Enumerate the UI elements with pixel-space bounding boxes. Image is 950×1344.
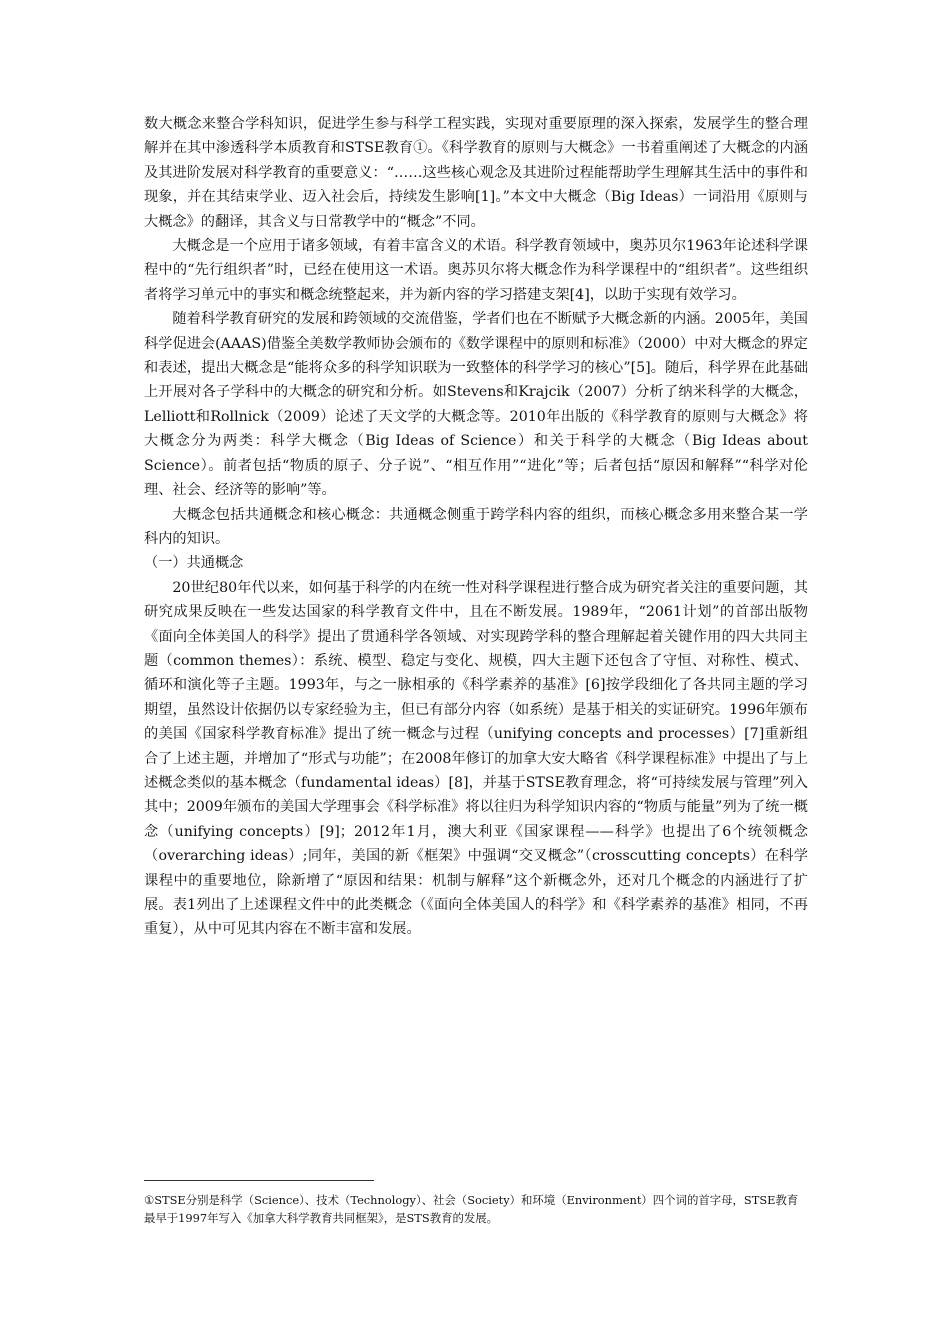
footnote-stse: ①STSE分别是科学（Science）、技术（Technology）、社会（Society）和环境（Environment）四个词的首字母，STSE教育最早于1997年写入《加拿大科学教育共同框架》，是STS教育的发展。 (144, 1193, 799, 1225)
paragraph-common-concepts: 20世纪80年代以来，如何基于科学的内在统一性对科学课程进行整合成为研究者关注的重要问题，其研究成果反映在一些发达国家的科学教育文件中，且在不断发展。1989年，“2061计划”的首部出版物《面向全体美国人的科学》提出了贯通科学各领域、对实现跨学科的整合理解起着关键作用的四大共同主题（common themes）：系统、模型、稳定与变化、规模，四大主题下还包含了守恒、对称性、模式、循环和演化等子主题。1993年，与之一脉相承的《科学素养的基准》[6]按学段细化了各共同主题的学习期望，虽然设计依据仍以专家经验为主，但已有部分内容（如系统）是基于相关的实证研究。1996年颁布的美国《国家科学教育标准》提出了统一概念与过程（unifying concepts and processes）[7]重新组合了上述主题，并增加了“形式与功能”；在2008年修订的加拿大安大略省《科学课程标准》中提出了与上述概念类似的基本概念（fundamental ideas）[8]，并基于STSE教育理念，将“可持续发展与管理”列入其中；2009年颁布的美国大学理事会《科学标准》将以往归为科学知识内容的“物质与能量”列为了统一概念（unifying concepts）[9]；2012年1月，澳大利亚《国家课程——科学》也提出了6个统领概念（overarching ideas）;同年，美国的新《框架》中强调“交叉概念”（crosscutting concepts）在科学课程中的重要地位，除新增了“原因和结果：机制与解释”这个新概念外，还对几个概念的内涵进行了扩展。表1列出了上述课程文件中的此类概念（《面向全体美国人的科学》和《科学素养的基准》相同，不再重复），从中可见其内容在不断丰富和发展。 (144, 579, 808, 938)
section-heading-common-concepts: （一）共通概念 (144, 555, 244, 572)
main-body-text (144, 112, 808, 942)
paragraph-big-idea-types: 大概念包括共通概念和核心概念：共通概念侧重于跨学科内容的组织，而核心概念多用来整合某一学科内的知识。 (144, 506, 808, 547)
paragraph-big-idea-development: 随着科学教育研究的发展和跨领域的交流借鉴，学者们也在不断赋予大概念新的内涵。2005年，美国科学促进会(AAAS)借鉴全美数学教师协会颁布的《数学课程中的原则和标准》（2000）中对大概念的界定和表述，提出大概念是“能将众多的科学知识联为一致整体的科学学习的核心”[5]。随后，科学界在此基础上开展对各子学科中的大概念的研究和分析。如Stevens和Krajcik（2007）分析了纳米科学的大概念，Lelliott和Rollnick（2009）论述了天文学的大概念等。2010年出版的《科学教育的原则与大概念》将大概念分为两类：科学大概念（Big Ideas of Science）和关于科学的大概念（Big Ideas about Science）。前者包括“物质的原子、分子说”、“相互作用”“进化”等；后者包括“原因和解释”“科学对伦理、社会、经济等的影响”等。 (144, 311, 808, 499)
footnote-divider (144, 1180, 374, 1181)
paragraph-big-idea-definition: 大概念是一个应用于诸多领域，有着丰富含义的术语。科学教育领域中，奥苏贝尔1963年论述科学课程中的“先行组织者”时，已经在使用这一术语。奥苏贝尔将大概念作为科学课程中的“组织者”。这些组织者将学习单元中的事实和概念统整起来，并为新内容的学习搭建支架[4]，以助于实现有效学习。 (144, 238, 809, 303)
paragraph-intro-continuation: 数大概念来整合学科知识，促进学生参与科学工程实践，实现对重要原理的深入探索，发展学生的整合理解并在其中渗透科学本质教育和STSE教育①。《科学教育的原则与大概念》一书着重阐述了大概念的内涵及其进阶发展对科学教育的重要意义：“……这些核心观念及其进阶过程能帮助学生理解其生活中的事件和现象，并在其结束学业、迈入社会后，持续发生影响[1]。”本文中大概念（Big Ideas）一词沿用《原则与大概念》的翻译，其含义与日常教学中的“概念”不同。 (144, 116, 808, 230)
